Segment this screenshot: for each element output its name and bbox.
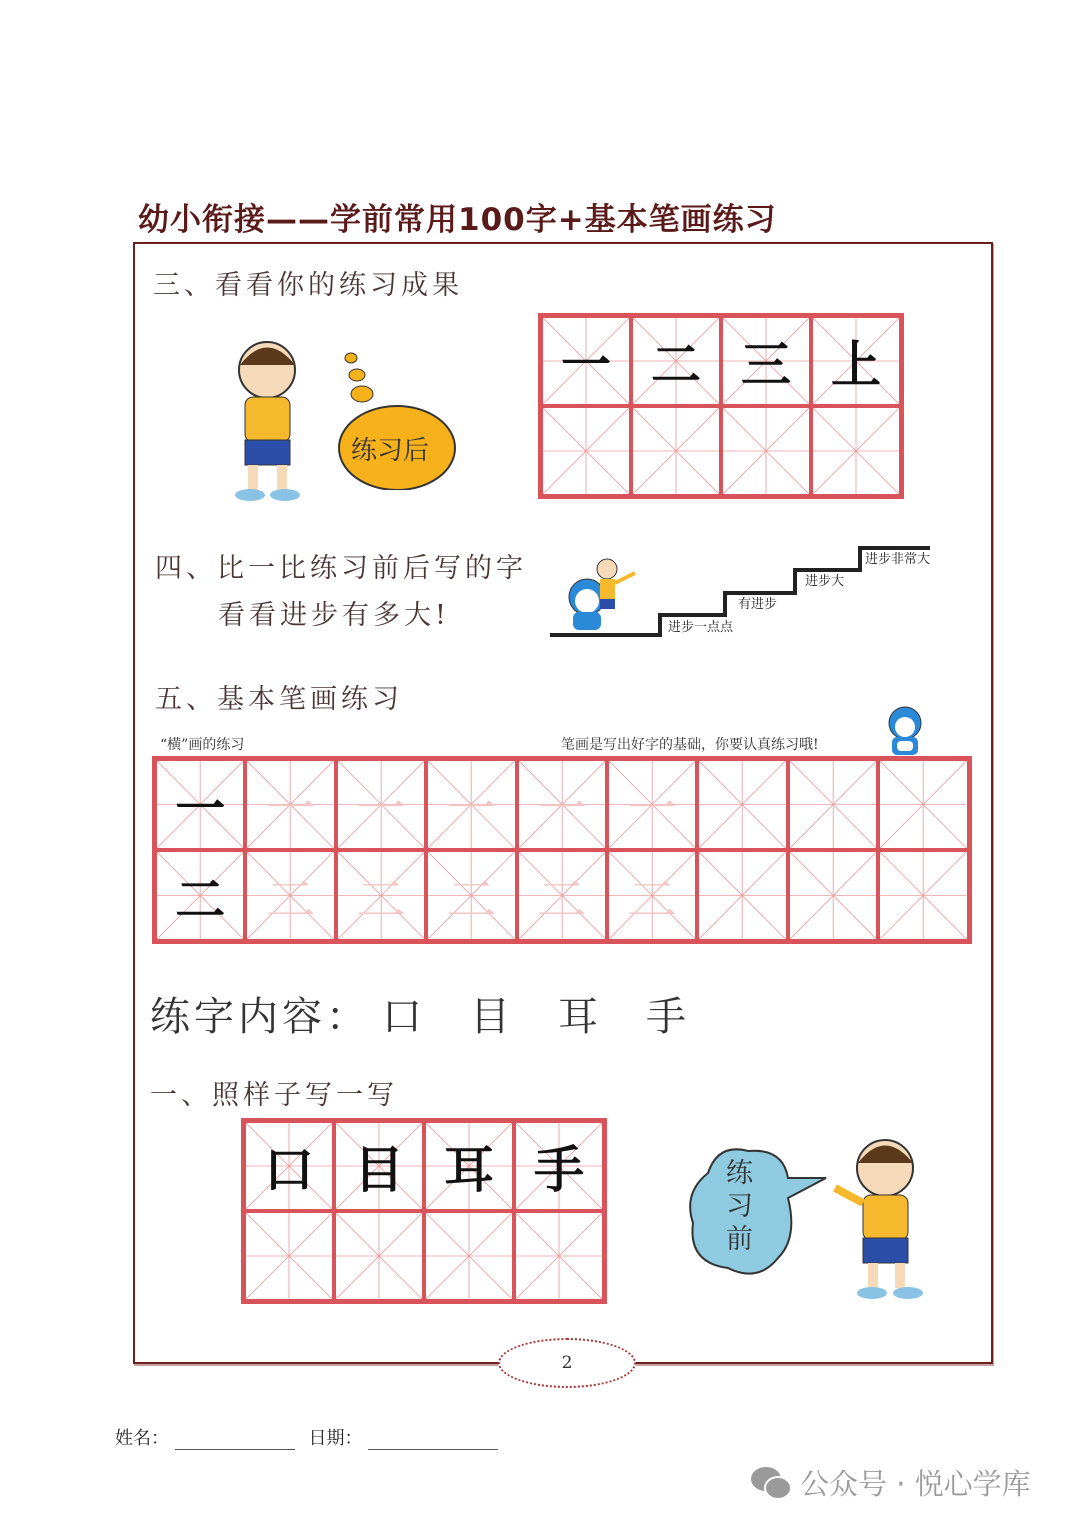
trace-character: 二 — [265, 870, 316, 929]
name-date-line — [115, 1424, 498, 1450]
model-character: 二 — [175, 870, 226, 929]
writing-cell[interactable] — [155, 759, 245, 850]
tianzige-guide — [880, 761, 966, 848]
writing-cell[interactable] — [607, 759, 697, 850]
copy-writing-grid — [241, 1118, 607, 1304]
trace-character: 一 — [627, 779, 678, 838]
trace-character: 一 — [355, 779, 406, 838]
model-character: 一 — [175, 779, 226, 838]
boy-pointing-illustration — [830, 1133, 942, 1303]
encouragement-caption: 笔画是写出好字的基础，你要认真练习哦! — [561, 737, 819, 753]
writing-cell[interactable] — [245, 759, 335, 850]
boy-illustration — [215, 335, 320, 505]
model-character: 目 — [354, 1141, 404, 1199]
tianzige-guide — [790, 761, 876, 848]
stroke-practice-grid — [152, 756, 972, 944]
tianzige-guide — [246, 1213, 332, 1299]
name-label: 姓名： — [115, 1428, 169, 1449]
practice-char: 手 — [646, 994, 690, 1040]
writing-cell[interactable] — [336, 850, 426, 941]
trace-character: 二 — [627, 870, 678, 929]
stair-label-1: 进步一点点 — [668, 620, 734, 635]
tianzige-guide — [699, 761, 785, 848]
model-character: 口 — [264, 1141, 314, 1199]
writing-cell[interactable] — [517, 759, 607, 850]
watermark — [750, 1462, 1031, 1503]
trace-character: 一 — [265, 779, 316, 838]
tianzige-guide — [813, 408, 899, 494]
tianzige-guide — [699, 852, 785, 939]
practice-char: 口 — [382, 994, 426, 1040]
writing-cell[interactable] — [697, 850, 787, 941]
writing-cell[interactable] — [697, 759, 787, 850]
model-character: 一 — [561, 336, 611, 394]
tianzige-guide — [633, 408, 719, 494]
writing-cell[interactable] — [426, 759, 516, 850]
writing-cell[interactable] — [244, 1211, 334, 1301]
practice-content-label: 练字内容： — [150, 994, 370, 1040]
writing-cell[interactable] — [517, 850, 607, 941]
date-label: 日期： — [308, 1428, 363, 1449]
practice-content-line — [150, 985, 734, 1042]
tianzige-guide — [426, 1213, 512, 1299]
writing-cell[interactable] — [514, 1211, 604, 1301]
tianzige-guide — [543, 408, 629, 494]
trace-character: 一 — [536, 779, 587, 838]
writing-cell[interactable] — [334, 1121, 424, 1211]
practice-heading: 一、照样子写一写 — [150, 1080, 398, 1111]
bubble-label: 练习后 — [351, 436, 430, 466]
writing-cell[interactable] — [426, 850, 516, 941]
model-character: 耳 — [444, 1141, 494, 1199]
stair-label-4: 进步非常大 — [865, 552, 931, 567]
section4-heading-line2: 看看进步有多大! — [218, 600, 450, 631]
writing-cell[interactable] — [336, 759, 426, 850]
writing-cell[interactable] — [541, 316, 631, 406]
writing-cell[interactable] — [811, 406, 901, 496]
trace-character: 二 — [536, 870, 587, 929]
writing-cell[interactable] — [631, 316, 721, 406]
tianzige-guide — [336, 1213, 422, 1299]
writing-cell[interactable] — [334, 1211, 424, 1301]
model-character: 手 — [534, 1141, 584, 1199]
stroke-caption: “横”画的练习 — [160, 737, 245, 753]
cloud-label: 练习前 — [726, 1158, 753, 1255]
date-field[interactable] — [368, 1429, 498, 1450]
writing-cell[interactable] — [541, 406, 631, 496]
watermark-text: 公众号 · 悦心学库 — [800, 1467, 1031, 1501]
model-character: 三 — [741, 336, 791, 394]
writing-cell[interactable] — [721, 316, 811, 406]
writing-cell[interactable] — [878, 759, 968, 850]
writing-cell[interactable] — [245, 850, 335, 941]
trace-character: 二 — [446, 870, 497, 929]
writing-cell[interactable] — [424, 1121, 514, 1211]
thought-bubble-after — [337, 350, 457, 490]
writing-cell[interactable] — [424, 1211, 514, 1301]
writing-cell[interactable] — [631, 406, 721, 496]
name-field[interactable] — [175, 1429, 295, 1450]
model-character: 二 — [651, 336, 701, 394]
writing-cell[interactable] — [788, 850, 878, 941]
stair-label-2: 有进步 — [738, 597, 778, 612]
writing-cell[interactable] — [788, 759, 878, 850]
trace-character: 一 — [446, 779, 497, 838]
writing-cell[interactable] — [811, 316, 901, 406]
page-number: 2 — [498, 1338, 636, 1388]
tianzige-guide — [880, 852, 966, 939]
tianzige-guide — [723, 408, 809, 494]
tianzige-guide — [790, 852, 876, 939]
tianzige-guide — [516, 1213, 602, 1299]
result-writing-grid — [538, 313, 904, 499]
practice-char: 耳 — [558, 994, 602, 1040]
writing-cell[interactable] — [514, 1121, 604, 1211]
section4-heading-line1: 四、比一比练习前后写的字 — [155, 553, 527, 584]
practice-char: 目 — [470, 994, 514, 1040]
page-title: 幼小衔接——学前常用100字+基本笔画练习 — [138, 202, 777, 238]
writing-cell[interactable] — [607, 850, 697, 941]
writing-cell[interactable] — [155, 850, 245, 941]
writing-cell[interactable] — [878, 850, 968, 941]
model-character: 上 — [831, 336, 881, 394]
section3-heading: 三、看看你的练习成果 — [153, 270, 463, 301]
stair-label-3: 进步大 — [805, 574, 845, 589]
writing-cell[interactable] — [721, 406, 811, 496]
doraemon-icon — [884, 705, 926, 757]
wechat-icon — [750, 1465, 792, 1501]
speech-cloud-before — [688, 1143, 828, 1278]
section5-heading: 五、基本笔画练习 — [155, 684, 403, 715]
trace-character: 二 — [355, 870, 406, 929]
writing-cell[interactable] — [244, 1121, 334, 1211]
